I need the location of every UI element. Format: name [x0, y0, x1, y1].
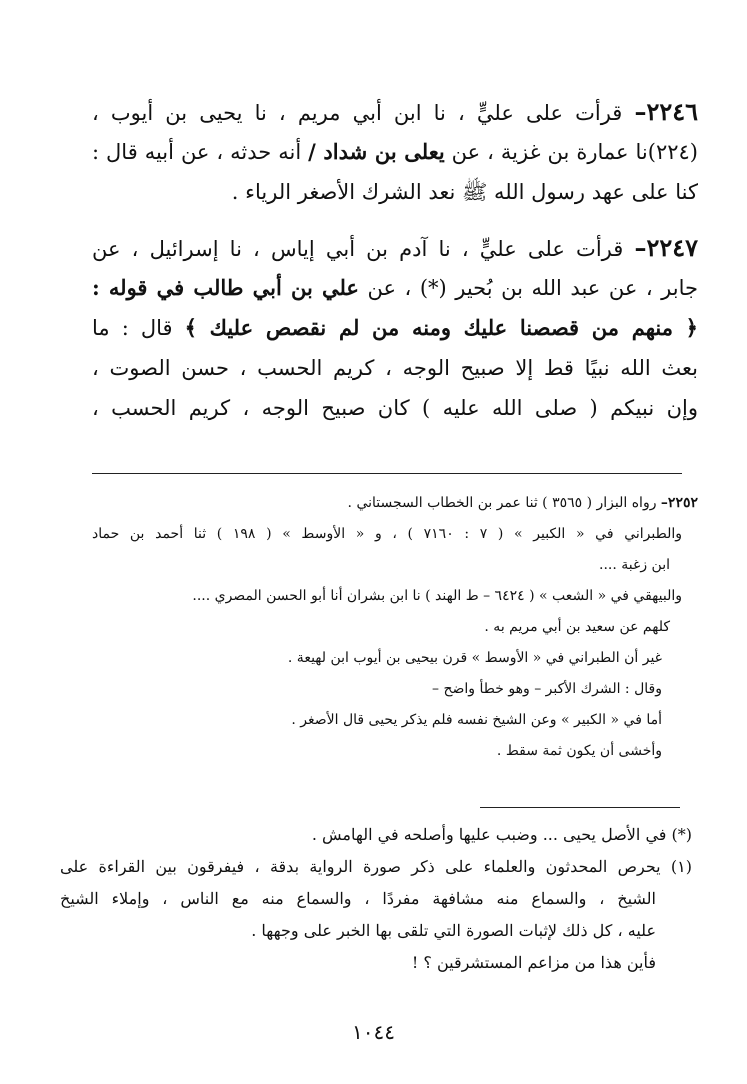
main-text — [92, 92, 698, 428]
takhrij-footnotes — [92, 488, 698, 767]
footnote-line: والبيهقي في « الشعب » ( ٦٤٢٤ – ط الهند ) نا ابن بشران أنا أبو الحسن المصري .... — [192, 588, 682, 604]
hadith-2247-line-4: بعث الله نبيًا قط إلا صبيح الوجه ، كريم الحسب ، حسن الصوت ، — [92, 356, 698, 380]
hadith-2247-line-1: ٢٢٤٧– قرأت على عليٍّ ، نا آدم بن أبي إياس ، نا إسرائيل ، عن — [92, 233, 698, 262]
page-number: ١٠٤٤ — [352, 1020, 395, 1044]
footnote-line: والطبراني في « الكبير » ( ٧ : ٧١٦٠ ) ، و « الأوسط » ( ١٩٨ ) ثنا أحمد بن حماد — [92, 526, 682, 542]
note-line: الشيخ ، والسماع منه مشافهة مفردًا ، والسماع منه مع الناس ، وإملاء الشيخ — [60, 889, 656, 908]
footnote-line: غير أن الطبراني في « الأوسط » قرن بيحيى بن أيوب ابن لهيعة . — [287, 650, 662, 666]
footnote-line: ابن زغبة .... — [599, 557, 670, 573]
footnote-number-2252: ٢٢٥٢– — [660, 495, 698, 511]
hadith-number-2246: ٢٢٤٦– — [634, 97, 698, 126]
editor-notes — [60, 819, 692, 979]
footnote-line: كلهم عن سعيد بن أبي مريم به . — [484, 619, 670, 635]
footnote-line: أما في « الكبير » وعن الشيخ نفسه فلم يذكر يحيى قال الأصغر . — [291, 712, 662, 728]
footnote-divider — [92, 473, 682, 474]
note-line: عليه ، كل ذلك لإثبات الصورة التي تلقى بها الخبر على وجهها . — [251, 921, 656, 940]
hadith-2246-line-2: (٢٢٤)نا عمارة بن غزية ، عن يعلى بن شداد / أنه حدثه ، عن أبيه قال : — [92, 139, 698, 164]
note-line: فأين هذا من مزاعم المستشرقين ؟ ! — [411, 953, 656, 972]
narrator-name: علي بن أبي طالب في قوله : — [92, 275, 359, 300]
hadith-2247-line-5: وإن نبيكم ( صلى الله عليه ) كان صبيح الوجه ، كريم الحسب ، — [92, 396, 698, 420]
notes-divider — [480, 807, 680, 808]
note-line: (*) في الأصل يحيى ... وضبب عليها وأصلحه في الهامش . — [311, 825, 692, 844]
hadith-2247-line-2: جابر ، عن عبد الله بن بُحير (*) ، عن علي بن أبي طالب في قوله : — [92, 275, 698, 300]
footnote-line: ٢٢٥٢– رواه البزار ( ٣٥٦٥ ) ثنا عمر بن الخطاب السجستاني . — [347, 495, 698, 511]
hadith-2246-line-3: كنا على عهد رسول الله ﷺ نعد الشرك الأصغر الرياء . — [231, 180, 698, 204]
hadith-2247-line-3: ﴿ منهم من قصصنا عليك ومنه من لم نقصص عليك ﴾ قال : ما — [92, 315, 698, 340]
note-line: (١) يحرص المحدثون والعلماء على ذكر صورة الرواية بدقة ، فيفرقون بين القراءة على — [60, 857, 692, 876]
footnote-line: وقال : الشرك الأكبر – وهو خطأ واضح – — [432, 681, 662, 697]
footnote-line: وأخشى أن يكون ثمة سقط . — [496, 743, 662, 759]
narrator-name: يعلى بن شداد / — [308, 139, 445, 164]
hadith-number-2247: ٢٢٤٧– — [634, 233, 698, 262]
hadith-2246-line-1: ٢٢٤٦– قرأت على عليٍّ ، نا ابن أبي مريم ، نا يحيى بن أيوب ، — [92, 97, 698, 126]
quran-verse: ﴿ منهم من قصصنا عليك ومنه من لم نقصص عليك ﴾ — [184, 315, 698, 340]
